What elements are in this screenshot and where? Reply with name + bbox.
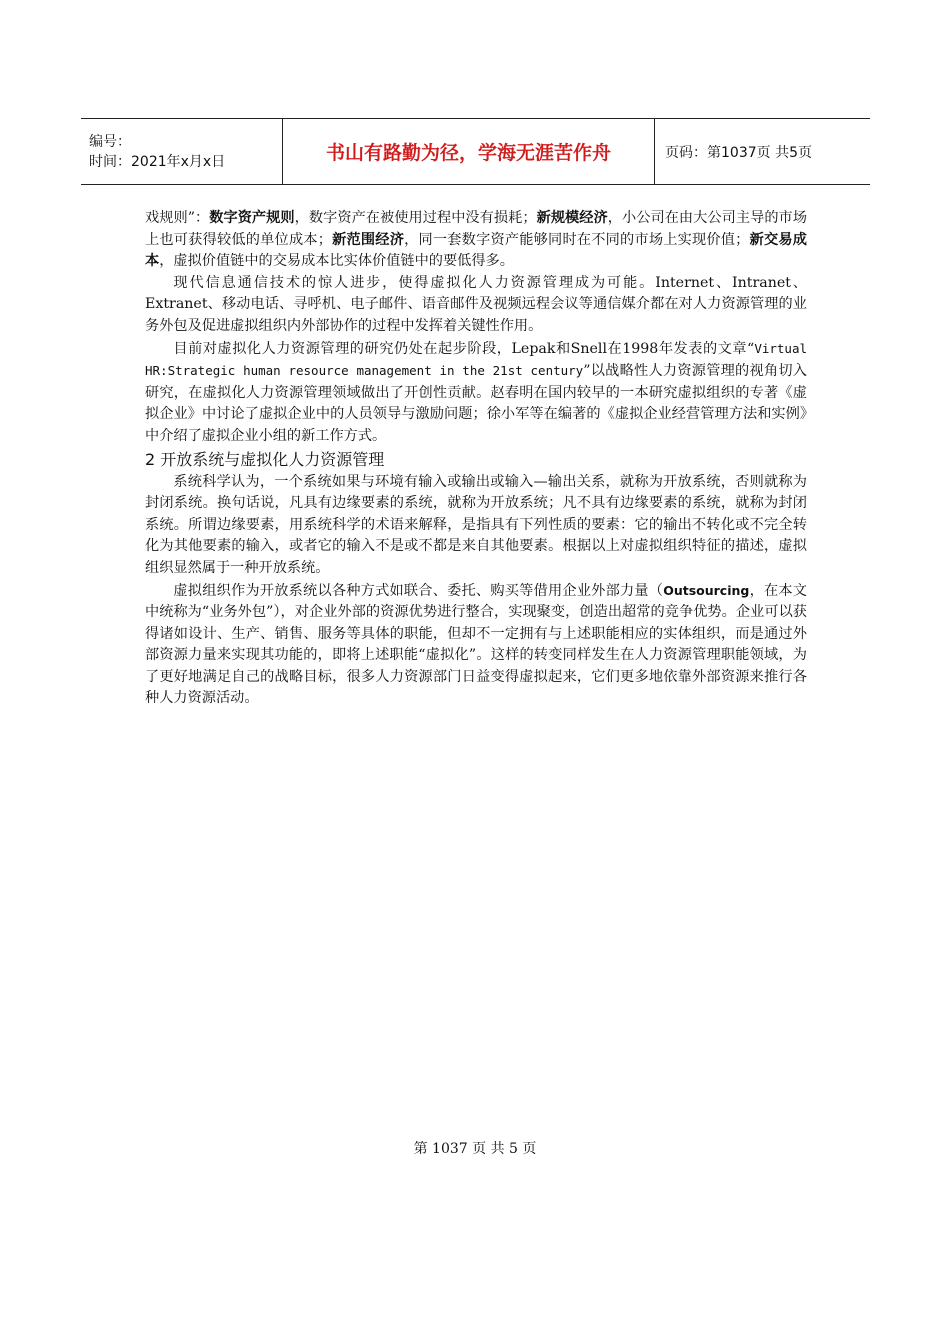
paragraph-3: [145, 338, 807, 448]
header-page-info: 页码：第1037页 共5页: [665, 144, 812, 161]
p1-bold-2: 新规模经济: [536, 210, 608, 226]
p1-text-4: ，同一套数字资产能够同时在不同的市场上实现价值；: [404, 231, 750, 248]
p5-text-1: 虚拟组织作为开放系统以各种方式如联合、委托、购买等借用企业外部力量（: [173, 582, 664, 599]
paragraph-2: 现代信息通信技术的惊人进步，使得虚拟化人力资源管理成为可能。Internet、Intranet、Extranet、移动电话、寻呼机、电子邮件、语音邮件及视频远程会议等通信媒介都在对人力资源管理的业务外包及促进虚拟组织内外部协作的过程中发挥着关键性作用。: [145, 274, 807, 334]
p1-bold-4: 新交易成本: [145, 231, 807, 270]
section-title: 2 开放系统与虚拟化人力资源管理: [145, 449, 385, 469]
p5-english-term: Outsourcing: [663, 582, 750, 598]
paragraph-1: [145, 208, 807, 273]
document-body: [145, 208, 807, 710]
paragraph-4: 系统科学认为，一个系统如果与环境有输入或输出或输入—输出关系，就称为开放系统，否则就称为封闭系统。换句话说，凡具有边缘要素的系统，就称为开放系统；凡不具有边缘要素的系统，就称为封闭系统。所谓边缘要素，用系统科学的术语来解释，是指具有下列性质的要素：它的输出不转化或不完全转化为其他要素的输入，或者它的输入不是或不都是来自其他要素。根据以上对虚拟组织特征的描述，虚拟组织显然属于一种开放系统。: [145, 473, 807, 576]
number-label: 编号：: [89, 133, 131, 150]
header-motto: 书山有路勤为径，学海无涯苦作舟: [325, 142, 611, 164]
p5-text-2: ，在本文中统称为“业务外包”），对企业外部的资源优势进行整合，实现聚变，创造出超常的竞争优势。企业可以获得诸如设计、生产、销售、服务等具体的职能，但却不一定拥有与上述职能相应的实体组织，而是通过外部资源力量来实现其功能的，即将上述职能“虚拟化”。这样的转变同样发生在人力资源管理职能领域，为了更好地满足自己的战略目标，很多人力资源部门日益变得虚拟起来，它们更多地依靠外部资源来推行各种人力资源活动。: [145, 582, 807, 707]
p1-text-2: ，数字资产在被使用过程中没有损耗；: [294, 210, 537, 226]
header-motto-cell: [282, 119, 655, 184]
p3-english-title: Virtual HR:Strategic human resource management in the 21st century: [145, 340, 807, 379]
p3-text-1: 目前对虚拟化人力资源管理的研究仍处在起步阶段，Lepak和Snell在1998年发表的文章“: [173, 340, 755, 357]
p1-text-3: ，小公司在由大公司主导的市场上也可获得较低的单位成本；: [145, 210, 807, 248]
header-page-cell: [655, 119, 870, 184]
p1-text-1: 戏规则”：: [145, 210, 210, 226]
p1-bold-1: 数字资产规则: [209, 210, 295, 226]
paragraph-5: [145, 580, 807, 711]
footer-page-text: 第 1037 页 共 5 页: [413, 1141, 537, 1157]
header-left-cell: [81, 119, 282, 184]
p3-text-2: ”以战略性人力资源管理的视角切入研究，在虚拟化人力资源管理领域做出了开创性贡献。赵春明在国内较早的一本研究虚拟组织的专著《虚拟企业》中讨论了虚拟企业中的人员领导与激励问题；徐小军等在编著的《虚拟企业经营管理方法和实例》中介绍了虚拟企业小组的新工作方式。: [145, 363, 807, 444]
page-footer: [0, 1138, 950, 1158]
p1-bold-3: 新范围经济: [331, 231, 405, 248]
header-table: [81, 118, 870, 185]
p1-text-5: ，虚拟价值链中的交易成本比实体价值链中的要低得多。: [159, 253, 514, 270]
time-label: 时间：2021年x月x日: [89, 153, 226, 170]
